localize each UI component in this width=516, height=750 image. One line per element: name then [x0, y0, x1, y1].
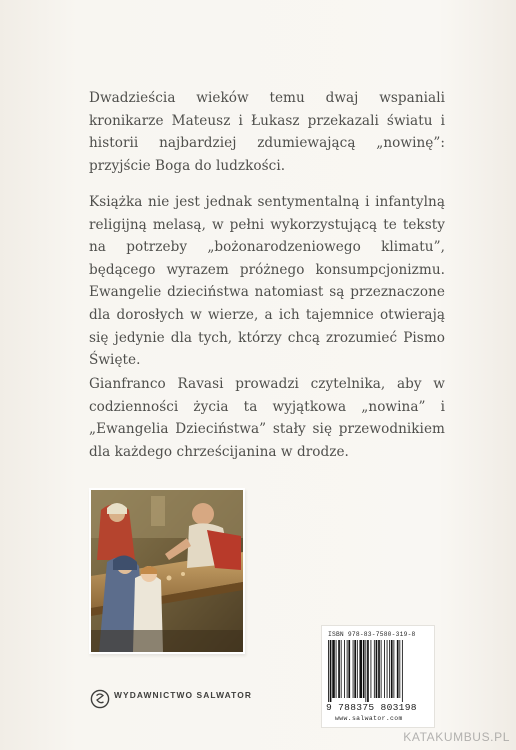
watermark: KATAKUMBUS.PL: [403, 730, 510, 744]
blurb-paragraph-1: Dwadzieścia wieków temu dwaj wspaniali kronikarze Mateusz i Łukasz przekazali światu i historii najbardziej zdumiewającą „nowinę”: przyjście Boga do ludzkości.: [89, 90, 445, 174]
holy-family-painting: [91, 490, 243, 652]
barcode-icon: [328, 640, 428, 702]
publisher-name: WYDAWNICTWO SALWATOR: [114, 690, 252, 700]
salwator-logo-icon: [90, 689, 110, 709]
barcode-panel: [321, 625, 435, 728]
isbn-label: ISBN 978-83-7580-319-8: [328, 631, 416, 638]
cover-painting: [89, 488, 245, 654]
isbn-digits: 9 788375 803198: [326, 702, 417, 713]
publisher-url: www.salwator.com: [335, 715, 403, 722]
blurb-paragraph-3: Gianfranco Ravasi prowadzi czytelnika, aby w codzienności życia ta wyjątkowa „nowina” i „Ewangelia Dzieciństwa” stały się przewodnikiem dla każdego chrześcijanina w drodze.: [89, 376, 445, 460]
blurb-paragraph-2: Książka nie jest jednak sentymentalną i infantylną religijną melasą, w pełni wykorzystującą te teksty na potrzeby „bożonarodzeniowego klimatu”, będącego wyrazem próżnego konsumpcjonizmu. Ewangelie dzieciństwa natomiast są przeznaczone dla dorosłych w wierze, a ich tajemnice otwierają się jedynie dla tych, którzy chcą zrozumieć Pismo Święte.: [89, 194, 445, 369]
